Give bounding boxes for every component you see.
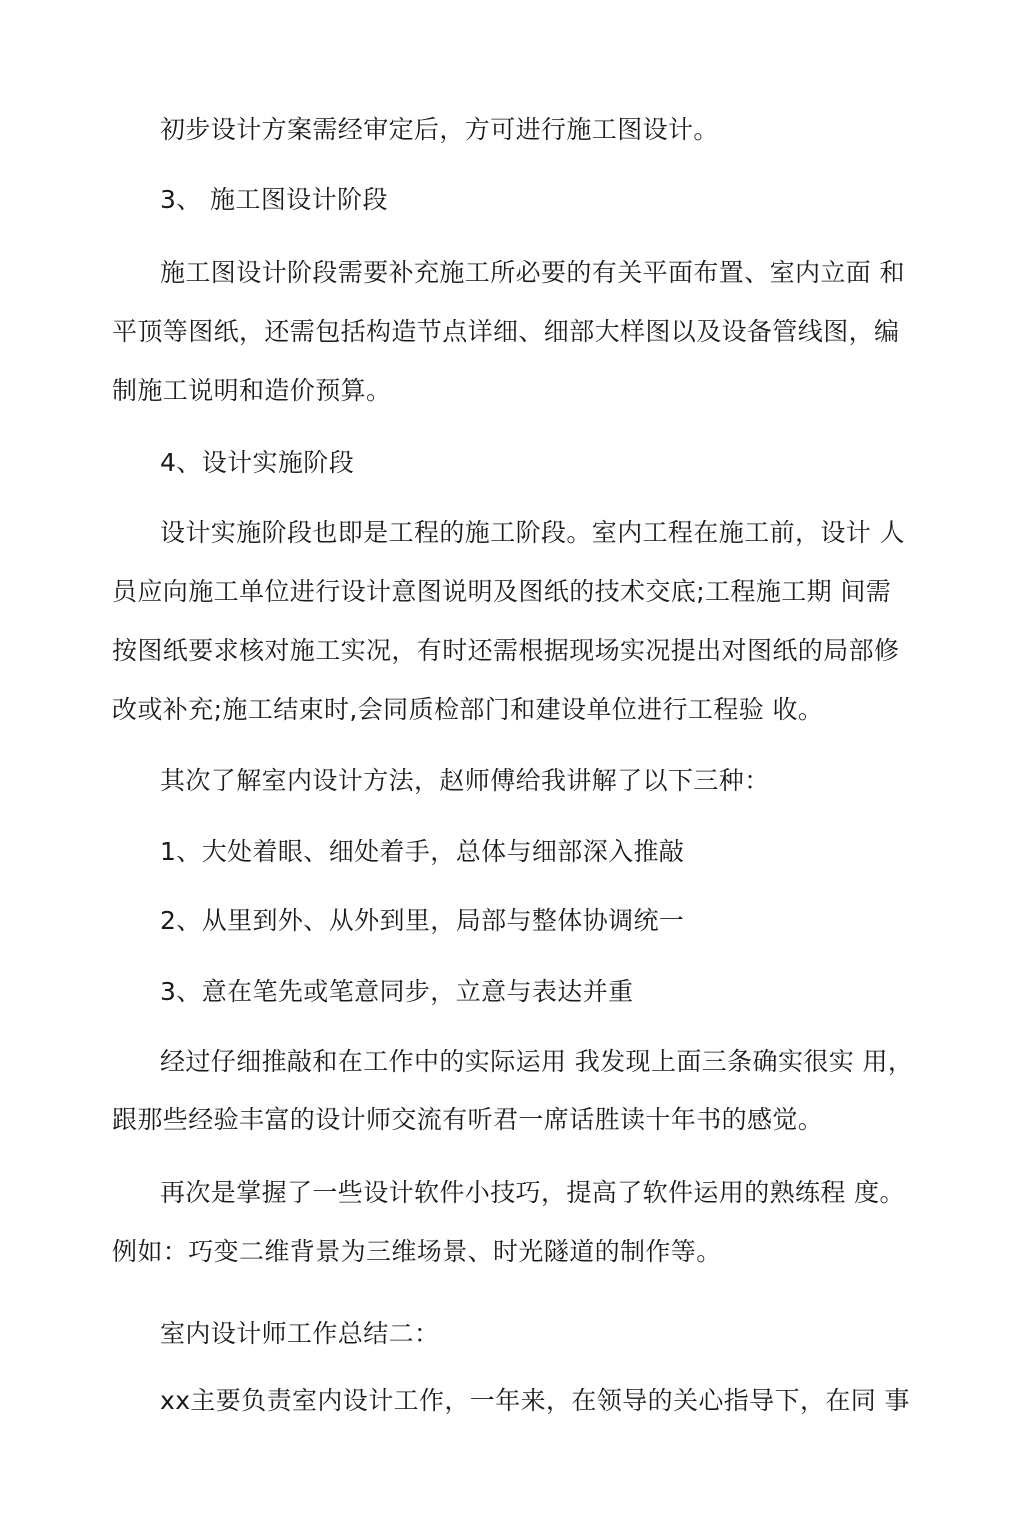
paragraph-line: 员应向施工单位进行设计意图说明及图纸的技术交底;工程施工期 间需 xyxy=(112,577,892,606)
paragraph-line: 按图纸要求核对施工实况，有时还需根据现场实况提出对图纸的局部修 xyxy=(112,636,900,665)
section-heading: 3、 施工图设计阶段 xyxy=(160,185,388,214)
list-item: 1、大处着眼、细处着手，总体与细部深入推敲 xyxy=(160,837,685,866)
paragraph-line: 初步设计方案需经审定后，方可进行施工图设计。 xyxy=(160,115,719,144)
paragraph-line: 改或补充;施工结束时,会同质检部门和建设单位进行工程验 收。 xyxy=(112,695,824,724)
list-item: 3、意在笔先或笔意同步，立意与表达并重 xyxy=(160,977,634,1006)
paragraph-line: 再次是掌握了一些设计软件小技巧，提高了软件运用的熟练程 度。 xyxy=(160,1178,905,1207)
paragraph-line: 平顶等图纸，还需包括构造节点详细、细部大样图以及设备管线图，编 xyxy=(112,317,900,346)
list-item: 2、从里到外、从外到里，局部与整体协调统一 xyxy=(160,906,685,935)
section-heading: 4、设计实施阶段 xyxy=(160,448,355,477)
paragraph-line: 经过仔细推敲和在工作中的实际运用 我发现上面三条确实很实 用， xyxy=(160,1047,914,1076)
paragraph-line: 制施工说明和造价预算。 xyxy=(112,376,392,405)
section-heading: 室内设计师工作总结二： xyxy=(160,1319,440,1348)
paragraph-line: 施工图设计阶段需要补充施工所必要的有关平面布置、室内立面 和 xyxy=(160,258,905,287)
paragraph-line: xx主要负责室内设计工作，一年来，在领导的关心指导下，在同 事 xyxy=(160,1386,910,1415)
paragraph-line: 其次了解室内设计方法，赵师傅给我讲解了以下三种： xyxy=(160,766,770,795)
paragraph-line: 跟那些经验丰富的设计师交流有听君一席话胜读十年书的感觉。 xyxy=(112,1105,824,1134)
paragraph-line: 例如：巧变二维背景为三维场景、时光隧道的制作等。 xyxy=(112,1237,722,1266)
paragraph-line: 设计实施阶段也即是工程的施工阶段。室内工程在施工前，设计 人 xyxy=(160,518,905,547)
